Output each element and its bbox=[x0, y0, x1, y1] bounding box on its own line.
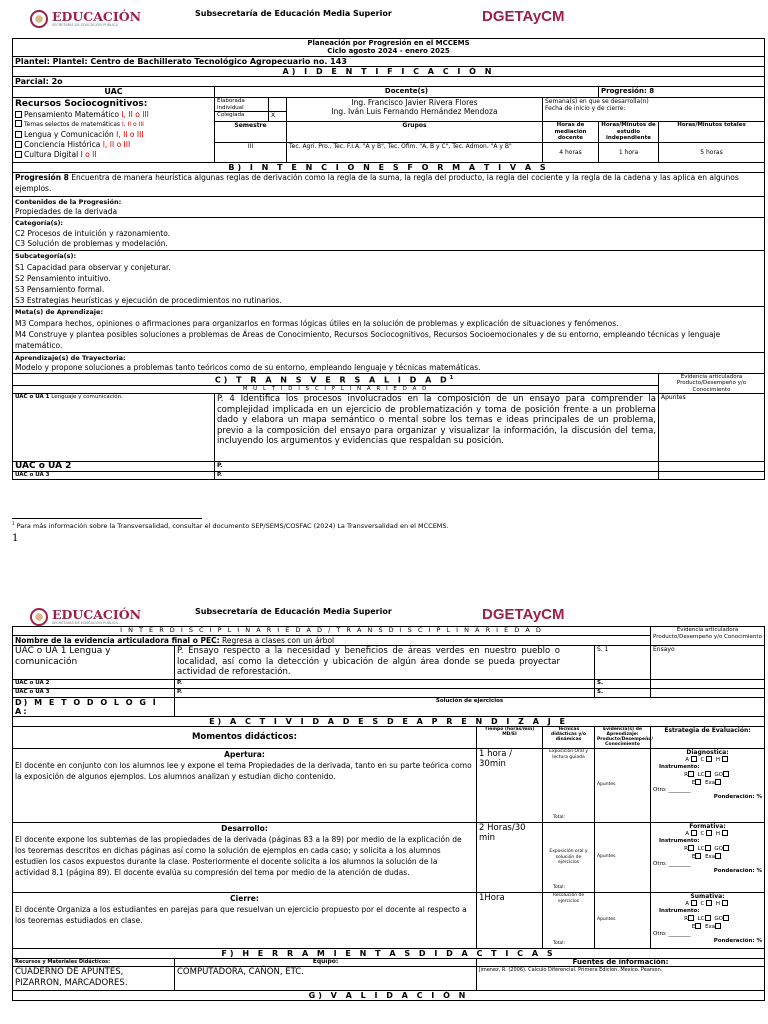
section-d-title: D) M E T O D O L O G Í A: bbox=[13, 698, 175, 717]
pec-label: Nombre de la evidencia articuladora final o PEC: bbox=[15, 636, 220, 645]
checkbox[interactable] bbox=[688, 771, 694, 777]
checkbox[interactable] bbox=[695, 923, 701, 929]
planeacion-table bbox=[12, 38, 765, 480]
momentos-header: Momentos didácticos: bbox=[13, 727, 477, 749]
uac1-value: UAC o UA 1 Lengua y comunicación bbox=[13, 646, 175, 680]
apertura-tiempo: 1 hora / 30min bbox=[477, 749, 543, 823]
evidencia-header: Evidencia articuladora Producto/Desempeño y/o Conocimiento bbox=[659, 373, 765, 394]
uac3-label: UAC o UA 3 bbox=[13, 472, 215, 480]
desarrollo-title: Desarrollo: bbox=[221, 824, 268, 833]
logo-subtext: SECRETARÍA DE EDUCACIÓN PÚBLICA bbox=[52, 621, 118, 625]
recurso-item bbox=[15, 120, 212, 130]
recurso-item bbox=[15, 150, 212, 160]
desarrollo-tiempo: 2 Horas/30 min bbox=[477, 823, 543, 893]
section-a-title: A) I D E N T I F I C A C I Ó N bbox=[13, 67, 765, 77]
recurso-name: Pensamiento Matemático bbox=[24, 110, 122, 119]
recursos-value: CUADERNO DE APUNTES, PIZARRON, MARCADORES. bbox=[13, 967, 175, 991]
categorias-label: Categoría(s): bbox=[15, 219, 64, 227]
section-g-title: G) V A L I D A C I Ó N bbox=[13, 991, 765, 1001]
checkbox[interactable] bbox=[688, 845, 694, 851]
progresion-8-label: Progresión 8 bbox=[15, 173, 69, 182]
plantel: Plantel: Plantel: Centro de Bachillerato Tecnológico Agropecuario no. 143 bbox=[13, 57, 765, 67]
checkbox[interactable] bbox=[722, 900, 728, 906]
page-gap bbox=[0, 580, 768, 598]
section-e-title: E) A C T I V I D A D E S D E A P R E N D I Z A J E bbox=[13, 717, 765, 727]
horas-estudio-value: 1 hora bbox=[599, 143, 659, 163]
checkbox[interactable] bbox=[691, 756, 697, 762]
progresion-p4: P. 4 Identifica los procesos involucrados en la composición de un ensayo para comprender la complejidad implicada en un ejercicio de problematización y toma de posición frente a un problema dado y elabora un mapa semántico o mental sobre los temas e ideas principales de un problema, previo a la composición del ensayo para organizar y visualizar la información, la discusión del tema, incluyendo los argumentos y evidencias que respaldan su posición. bbox=[215, 394, 659, 462]
checkbox[interactable] bbox=[722, 830, 728, 836]
eval-type: Formativa: bbox=[689, 823, 726, 830]
recurso-name: Temas selectos de matemáticas bbox=[24, 121, 122, 128]
recurso-item bbox=[15, 140, 212, 150]
checkbox[interactable] bbox=[15, 111, 22, 118]
apertura-text: El docente en conjunto con los alumnos lee y expone el tema Propiedades de la derivada, tanto en su parte teórica como la exposición de algunos ejemplos. Los alumnos analizan y estudian dicho contenido. bbox=[15, 761, 472, 781]
checkbox[interactable] bbox=[15, 131, 22, 138]
checkbox[interactable] bbox=[15, 151, 22, 158]
uac1-s: S. 1 bbox=[595, 646, 651, 680]
recurso-levels: I, II o III bbox=[116, 130, 144, 139]
page-number: 1 bbox=[12, 533, 19, 544]
checkbox[interactable] bbox=[723, 845, 729, 851]
checkbox[interactable] bbox=[705, 915, 711, 921]
subcategoria-s3b: S3 Estrategias heurísticas y ejecución de procedimientos no rutinarios. bbox=[15, 295, 282, 305]
cierre-evidencia: Apuntes bbox=[595, 893, 651, 949]
tiempo-header: Tiempo (horas/min) MD/EI bbox=[477, 727, 543, 749]
footnote-ref: 1 bbox=[449, 374, 457, 381]
fuentes-header: Fuentes de información: bbox=[477, 959, 765, 967]
progresion-8-text: Encuentra de manera heurística algunas reglas de derivación como la regla de la suma, la regla del producto, la regla del cociente y la regla de la cadena y las aplica en algunos ejemplos. bbox=[15, 173, 739, 193]
uac1-value: Lenguaje y comunicación. bbox=[51, 394, 123, 400]
apertura-total: Total: bbox=[553, 814, 566, 820]
seal-icon bbox=[30, 10, 48, 28]
recurso-levels: I, II o III bbox=[102, 140, 131, 149]
logo-text: EDUCACIÓN bbox=[52, 9, 142, 24]
checkbox[interactable] bbox=[691, 900, 697, 906]
metodologia-value: Solución de ejercicios bbox=[175, 698, 765, 717]
horas-mediacion-header: Horas de mediación docente bbox=[543, 122, 599, 143]
progresion-label: Progresión: 8 bbox=[599, 87, 765, 98]
eval-type: Sumativa: bbox=[690, 893, 725, 900]
evidencias-header: Evidencia(s) de Aprendizaje: Producto/Desempeño/ Conocimiento bbox=[595, 727, 651, 749]
recursos-header: Recursos y Materiales Didácticos: bbox=[13, 959, 175, 967]
checkbox[interactable] bbox=[688, 915, 694, 921]
section-f-title: F) H E R R A M I E N T A S D I D A C T I C A S bbox=[13, 949, 765, 959]
subcategoria-s1: S1 Capacidad para observar y conjeturar. bbox=[15, 262, 171, 272]
apertura-tecnica: Exposición Oral y lectura guiada bbox=[549, 749, 588, 760]
checkbox[interactable] bbox=[15, 120, 22, 127]
meta-m4: M4 Construye y plantea posibles soluciones a problemas de Áreas de Conocimiento, Recursos Sociocognitivos, Recursos Socioemocionales y de su entorno, empleando técnicas y lenguaje matemático. bbox=[15, 329, 721, 350]
semestre-value: III bbox=[215, 143, 287, 163]
uac1-p-cell bbox=[175, 646, 595, 680]
docente-header: Docente(s) bbox=[215, 87, 599, 98]
parcial: Parcial: 2o bbox=[13, 77, 765, 87]
meta-m3: M3 Compara hechos, opiniones o afirmaciones para organizarlos en formas lógicas útiles en la solución de problemas y explicación de situaciones y fenómenos. bbox=[15, 318, 619, 328]
logo-subtext: SECRETARÍA DE EDUCACIÓN PÚBLICA bbox=[52, 23, 118, 27]
cierre-text: El docente Organiza a los estudiantes en parejas para que resuelvan un ejercicio propuesto por el docente al respecto a los teoremas estudiados en clase. bbox=[15, 905, 467, 925]
uac2-label: UAC o UA 2 bbox=[13, 462, 215, 472]
grupos-value: Tec. Agri. Pro., Tec. F.I.A. "A y B", Tec. Ofim. "A, B y C", Tec. Admon. "A y B" bbox=[287, 143, 543, 163]
cierre-tecnica: Resolución de ejercicios bbox=[552, 893, 585, 904]
elaborada-individual: Elaborada individual bbox=[215, 98, 269, 112]
doc-cycle: Ciclo agosto 2024 - enero 2025 bbox=[327, 47, 450, 55]
eval-diagnostica: Diagnostica: A C H Instrumento: R LC GO E Exa Otro: ________ Ponderación: % bbox=[651, 749, 765, 823]
colegiada-mark: X bbox=[269, 112, 287, 122]
recurso-levels: I, II o III bbox=[121, 121, 144, 128]
subcategoria-s2: S2 Pensamiento intuitivo. bbox=[15, 273, 111, 283]
categoria-c3: C3 Solución de problemas y modelación. bbox=[15, 239, 168, 248]
desarrollo-text: El docente expone los subtemas de las propiedades de la derivada (páginas 83 a la 89) por medio de la explicación de los teoremas descritos en dichas páginas así como la solución de ejemplos en cada caso; y solicita a los alumnos estudien los casos expuestos durante la clase. Posteriormente el docente solicita a los alumnos la solución de la actividad 8.1 (página 89). El docente evalúa su compresión del tema por medio de la atención de dudas. bbox=[15, 835, 462, 877]
grupos-header: Grupos bbox=[287, 122, 543, 143]
evidencia-header: Evidencia articuladora Producto/Desempeño y/o Conocimiento bbox=[651, 627, 765, 646]
checkbox[interactable] bbox=[691, 830, 697, 836]
recurso-name: Lengua y Comunicación bbox=[24, 130, 117, 139]
recurso-name: Conciencia Histórica bbox=[24, 140, 103, 149]
cierre-total: Total: bbox=[553, 940, 566, 946]
checkbox[interactable] bbox=[715, 923, 721, 929]
seal-icon bbox=[30, 608, 48, 626]
subcategoria-s3: S3 Pensamiento formal. bbox=[15, 284, 105, 294]
checkbox[interactable] bbox=[705, 845, 711, 851]
eval-sumativa: Sumativa: A C H Instrumento: R LC GO E Exa Otro: ________ Ponderación: % bbox=[651, 893, 765, 949]
uac2-label: UAC o UA 2 bbox=[13, 680, 175, 689]
uac1-p: P. Ensayo respecto a la necesidad y beneficios de áreas verdes en nuestro pueblo o localidad, así como la detección y ubicación de algún área donde se pueda proyectar actividad de reforestación. bbox=[177, 646, 560, 677]
checkbox[interactable] bbox=[706, 900, 712, 906]
apertura-evidencia: Apuntes bbox=[595, 749, 651, 823]
section-c-title: C) T R A N S V E R S A L I D A D bbox=[214, 375, 450, 385]
checkbox[interactable] bbox=[706, 830, 712, 836]
desarrollo-tecnica: Exposición oral y solución de ejercicios bbox=[549, 849, 588, 866]
eval-formativa: Formativa: A C H Instrumento: R LC GO E Exa Otro: ________ Ponderación: % bbox=[651, 823, 765, 893]
recursos-list bbox=[15, 110, 212, 160]
horas-totales-value: 5 horas bbox=[659, 143, 765, 163]
equipo-value: COMPUTADORA, CAÑON, ETC. bbox=[175, 967, 477, 991]
uac-header: UAC bbox=[13, 87, 215, 98]
cierre-tiempo: 1Hora bbox=[477, 893, 543, 949]
docente-2: Ing. Iván Luis Fernando Hernández Mendoza bbox=[331, 107, 498, 116]
interdisciplinariedad: I N T E R D I S C I P L I N A R I E D A D / T R A N S D I S C I P L I N A R I E D A D bbox=[13, 627, 651, 636]
recursos-cell bbox=[13, 98, 215, 163]
subsecretaria-title: Subsecretaría de Educación Media Superior bbox=[195, 9, 392, 18]
checkbox[interactable] bbox=[695, 779, 701, 785]
uac3-p: P. bbox=[175, 689, 595, 698]
uac2-s: S. bbox=[595, 680, 651, 689]
desarrollo-total: Total: bbox=[553, 884, 566, 890]
evidencia-ensayo: Ensayo bbox=[651, 646, 765, 680]
logo-text: EDUCACIÓN bbox=[52, 607, 142, 622]
multidisciplinariedad: M U L T I D I S C I P L I N A R I E D A D bbox=[13, 385, 659, 393]
apertura-title: Apertura: bbox=[224, 750, 265, 759]
checkbox[interactable] bbox=[15, 141, 22, 148]
planeacion-table-2 bbox=[12, 626, 765, 1001]
estrategia-header: Estrategia de Evaluación: bbox=[651, 727, 765, 749]
uac1-label: UAC o UA 1 bbox=[15, 394, 50, 400]
educacion-logo bbox=[30, 10, 141, 28]
contenidos-value: Propiedades de la derivada bbox=[15, 207, 118, 216]
metas-label: Meta(s) de Aprendizaje: bbox=[15, 307, 103, 316]
fecha-label: Fecha de inicio y de cierre: bbox=[545, 105, 626, 112]
equipo-header: Equipo: bbox=[175, 959, 477, 967]
recurso-levels: I, II o III bbox=[121, 110, 149, 119]
subsecretaria-title: Subsecretaría de Educación Media Superior bbox=[195, 607, 392, 616]
uac3-s: S. bbox=[595, 689, 651, 698]
docente-1: Ing. Francisco Javier Rivera Flores bbox=[351, 98, 478, 107]
trayectoria-value: Modelo y propone soluciones a problemas tanto teóricos como de su entorno, empleando lenguaje y técnicas matemáticas. bbox=[15, 362, 481, 372]
checkbox[interactable] bbox=[715, 853, 721, 859]
footnote: $^1$ Para más información sobre la Transversalidad, consultar el documento SEP/SEMS/COSFAC (2024) La Transversalidad en el MCCEMS. bbox=[12, 521, 449, 531]
checkbox[interactable] bbox=[723, 771, 729, 777]
cierre-title: Cierre: bbox=[230, 894, 259, 903]
semestre-header: Semestre bbox=[215, 122, 287, 143]
checkbox[interactable] bbox=[722, 756, 728, 762]
doc-title: Planeación por Progresión en el MCCEMS bbox=[307, 39, 470, 47]
tecnicas-header: Técnicas didácticas y/o dinámicas bbox=[543, 727, 595, 749]
page-header bbox=[0, 0, 768, 36]
categoria-c2: C2 Procesos de intuición y razonamiento. bbox=[15, 228, 171, 238]
trayectoria-label: Aprendizaje(s) de Trayectoria: bbox=[15, 353, 126, 362]
checkbox[interactable] bbox=[723, 915, 729, 921]
contenidos-label: Contenidos de la Progresión: bbox=[15, 198, 122, 206]
fuentes-value: Jimenez, R. (2006). Calculo Diferencial. Primera Edicion. Mexico. Pearson. bbox=[477, 967, 765, 991]
semanas-label: Semana(s) en que se desarrolla(n) bbox=[545, 98, 649, 105]
uac3-p: P. bbox=[215, 472, 659, 480]
horas-totales-header: Horas/Minutos totales bbox=[659, 122, 765, 143]
footnote-rule bbox=[12, 518, 202, 519]
checkbox[interactable] bbox=[706, 756, 712, 762]
eval-type: Diagnostica: bbox=[686, 749, 729, 756]
checkbox[interactable] bbox=[695, 853, 701, 859]
page-2 bbox=[0, 598, 768, 1024]
desarrollo-evidencia: Apuntes bbox=[595, 823, 651, 893]
subcategorias-label: Subcategoría(s): bbox=[15, 251, 77, 260]
recurso-levels: I o II bbox=[80, 150, 97, 159]
section-b-title: B) I N T E N C I O N E S F O R M A T I V A S bbox=[13, 163, 765, 173]
educacion-logo bbox=[30, 608, 141, 626]
checkbox[interactable] bbox=[715, 779, 721, 785]
uac2-p: P. bbox=[175, 680, 595, 689]
horas-mediacion-value: 4 horas bbox=[543, 143, 599, 163]
uac3-label: UAC o UA 3 bbox=[13, 689, 175, 698]
recurso-name: Cultura Digital bbox=[24, 150, 81, 159]
evidencia-apuntes: Apuntes bbox=[659, 394, 765, 462]
dgetaycm-logo: DGETAyCM bbox=[482, 8, 565, 25]
elaborada-colegiada: Colegiada bbox=[215, 112, 269, 122]
recursos-title: Recursos Sociocognitivos: bbox=[15, 99, 148, 109]
dgetaycm-logo: DGETAyCM bbox=[482, 606, 565, 623]
horas-estudio-header: Horas/Minutos de estudio independiente bbox=[599, 122, 659, 143]
uac2-p: P. bbox=[215, 462, 659, 472]
checkbox[interactable] bbox=[705, 771, 711, 777]
recurso-item bbox=[15, 130, 212, 140]
recurso-item bbox=[15, 110, 212, 120]
pec-value: Regresa a clases con un árbol bbox=[219, 636, 335, 645]
